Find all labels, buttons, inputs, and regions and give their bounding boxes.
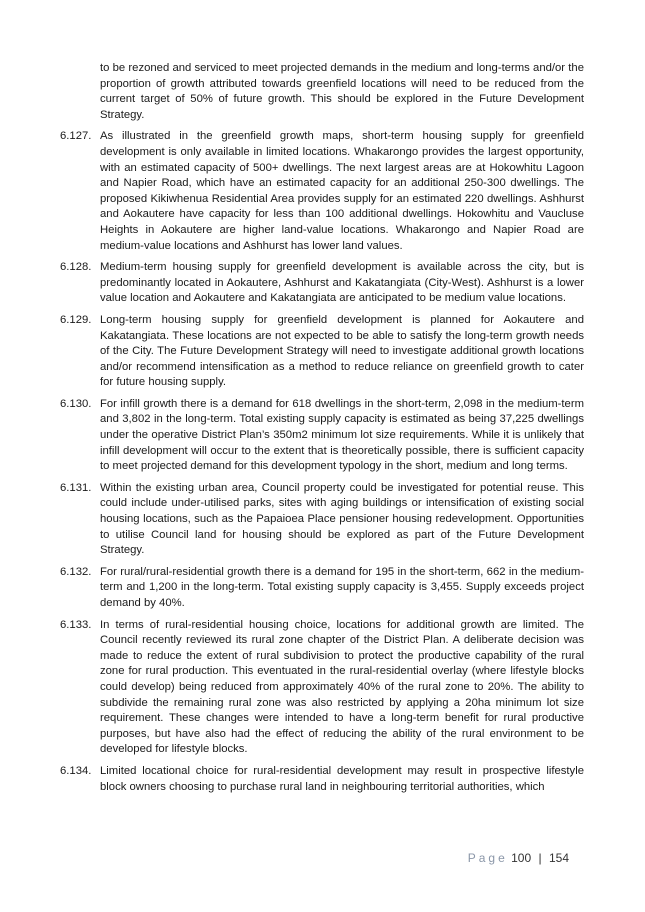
paragraph-6-133 — [60, 618, 584, 758]
paragraph-text: Medium-term housing supply for greenfield development is available across the city, but is predominantly located in Aokautere, Ashhurst and Kakatangiata (City-West). Ashhurst is a lower value location and Aokautere and Kakatangiata are anticipated to be medium value locations. — [100, 261, 584, 305]
page-number: 100 — [511, 851, 532, 865]
paragraph-6-127 — [60, 129, 584, 254]
paragraph-6-130 — [60, 397, 584, 475]
paragraph-6-131 — [60, 481, 584, 559]
paragraph-6-134 — [60, 764, 584, 795]
paragraph-text: Limited locational choice for rural-residential development may result in prospective lifestyle block owners choosing to purchase rural land in neighbouring territorial authorities, which — [100, 764, 584, 793]
paragraph-number: 6.127. — [60, 130, 92, 143]
paragraph-text: As illustrated in the greenfield growth maps, short-term housing supply for greenfield development is only available in limited locations. Whakarongo provides the largest opportunity, with an estimated capacity of 500+ dwellings. The next largest areas are at Hokowhitu Lagoon and Napier Road, which have an estimated capacity for an additional 250-300 dwellings. The proposed Kikiwhenua Residential Area provides supply for an estimated 220 dwellings. Ashhurst and Aokautere have capacity for less than 100 additional dwellings. Hokowhitu and Vaucluse Heights in Aokautere are higher land-value locations. Whakarongo and Napier Road are medium-value locations and Ashhurst has lower land values. — [100, 130, 584, 252]
page-footer — [468, 851, 569, 865]
intro-paragraph: to be rezoned and serviced to meet projected demands in the medium and long-terms and/or the proportion of growth attributed towards greenfield locations will need to be reduced from the current target of 50% of future growth. This should be explored in the Future Development Strategy. — [100, 62, 584, 121]
paragraph-6-129 — [60, 313, 584, 391]
paragraph-text: In terms of rural-residential housing choice, locations for additional growth are limited. The Council recently reviewed its rural zone chapter of the District Plan. A deliberate decision was made to reduce the extent of rural subdivision to protect the productive capability of the rural zone for rural production. This eventuated in the rural-residential overlay (where lifestyle blocks could develop) being reduced from approximately 40% of the rural zone to 20%. The ability to subdivide the remaining rural zone was also restricted by applying a 20ha minimum lot size requirement. These changes were intended to have a long-term benefit for rural productive purposes, but have also had the effect of reducing the ability of the rural environment to be developed for lifestyle blocks. — [100, 618, 584, 756]
page-total: 154 — [548, 851, 569, 865]
paragraph-text: For rural/rural-residential growth there is a demand for 195 in the short-term, 662 in the medium-term and 1,200 in the long-term. Total existing supply capacity is 3,455. Supply exceeds project demand by 40%. — [100, 565, 584, 609]
paragraph-6-132 — [60, 565, 584, 612]
paragraph-6-128 — [60, 260, 584, 307]
paragraph-text: Within the existing urban area, Council property could be investigated for potential reuse. This could include under-utilised parks, sites with aging buildings or intensification of existing social housing locations, such as the Papaioea Place pensioner housing redevelopment. Opportunities to utilise Council land for housing should be explored as part of the Future Development Strategy. — [100, 481, 584, 557]
paragraph-number: 6.132. — [60, 565, 92, 578]
paragraph-number: 6.129. — [60, 313, 92, 326]
paragraph-number: 6.128. — [60, 261, 92, 274]
paragraph-text: Long-term housing supply for greenfield development is planned for Aokautere and Kakatangiata. These locations are not expected to be able to satisfy the long-term growth needs of the City. The Future Development Strategy will need to investigate additional growth locations and/or recommend intensification as a method to reduce reliance on greenfield growth to cater for future housing supply. — [100, 313, 584, 389]
paragraph-number: 6.133. — [60, 618, 92, 631]
paragraph-text: For infill growth there is a demand for 618 dwellings in the short-term, 2,098 in the medium-term and 3,802 in the long-term. Total existing supply capacity is estimated as being 37,225 dwellings under the operative District Plan’s 350m2 minimum lot size requirements. While it is unlikely that infill development will occur to the extent that is theoretically possible, there is sufficient capacity to meet projected demand for this development typology in the short, medium and long terms. — [100, 397, 584, 473]
paragraph-number: 6.134. — [60, 764, 92, 777]
body-text — [60, 61, 584, 801]
page-label: Page — [467, 851, 508, 865]
page-separator: | — [538, 851, 542, 865]
paragraph-number: 6.131. — [60, 481, 92, 494]
paragraph-number: 6.130. — [60, 397, 92, 410]
